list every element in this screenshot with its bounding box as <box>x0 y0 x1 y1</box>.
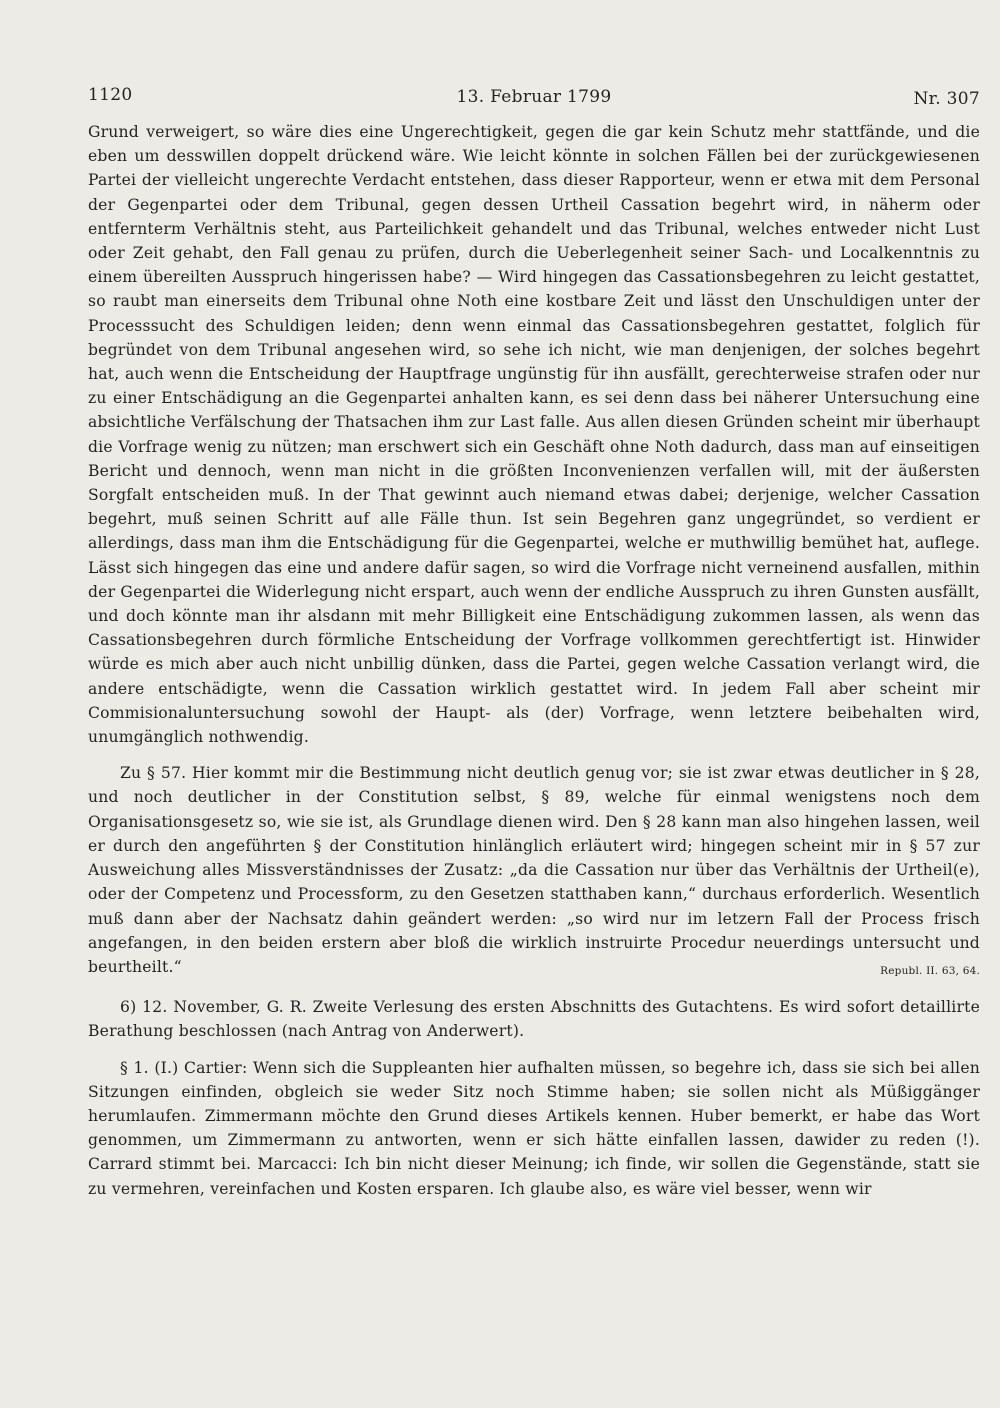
document-number: Nr. 307 <box>913 89 980 109</box>
paragraph-section-57 <box>88 761 980 979</box>
source-reference: Republ. II. 63, 64. <box>880 964 980 977</box>
header-date: 13. Februar 1799 <box>456 87 612 107</box>
paragraph-continuation: Grund verweigert, so wäre dies eine Ungerechtigkeit, gegen die gar kein Schutz mehr stattfände, und die eben um desswillen doppelt drückend wäre. Wie leicht könnte in solchen Fällen bei der zurückgewiesenen Partei der vielleicht ungerechte Verdacht entstehen, dass dieser Rapporteur, wenn er etwa mit dem Personal der Gegenpartei oder dem Tribunal, gegen dessen Urtheil Cassation begehrt wird, in näherm oder entfernterm Verhältnis steht, aus Parteilichkeit gehandelt und das Tribunal, welches entweder nicht Lust oder Zeit gehabt, den Fall genau zu prüfen, durch die Ueberlegenheit seiner Sach- und Localkenntnis zu einem übereilten Ausspruch hingerissen habe? — Wird hingegen das Cassationsbegehren zu leicht gestattet, so raubt man einerseits dem Tribunal ohne Noth eine kostbare Zeit und lässt den Unschuldigen unter der Processsucht des Schuldigen leiden; denn wenn einmal das Cassationsbegehren gestattet, folglich für begründet von dem Tribunal angesehen wird, so sehe ich nicht, wie man denjenigen, der solches begehrt hat, auch wenn die Entscheidung der Hauptfrage ungünstig für ihn ausfällt, gerechterweise strafen oder nur zu einer Entschädigung an die Gegenpartei anhalten kann, es sei denn dass bei näherer Untersuchung eine absichtliche Verfälschung der Thatsachen ihm zur Last falle. Aus allen diesen Gründen scheint mir überhaupt die Vorfrage wenig zu nützen; man erschwert sich ein Geschäft ohne Noth dadurch, dass man auf einseitigen Bericht und dennoch, wenn man nicht in die größten Inconvenienzen verfallen will, mit der äußersten Sorgfalt entscheiden muß. In der That gewinnt auch niemand etwas dabei; derjenige, welcher Cassation begehrt, muß seinen Schritt auf alle Fälle thun. Ist sein Begehren ganz ungegründet, so verdient er allerdings, dass man ihm die Entschädigung für die Gegenpartei, welche er muthwillig bemühet hat, auflege. Lässt sich hingegen das eine und andere dafür sagen, so wird die Vorfrage nicht verneinend ausfallen, mithin der Gegenpartei die Widerlegung nicht erspart, auch wenn der endliche Ausspruch zu ihren Gunsten ausfällt, und doch könnte man ihr alsdann mit mehr Billigkeit eine Entschädigung zukommen lassen, als wenn das Cassationsbegehren durch förmliche Entscheidung der Vorfrage vollkommen gerechtfertigt ist. Hinwider würde es mich aber auch nicht unbillig dünken, dass die Partei, gegen welche Cassation verlangt wird, die andere entschädigte, wenn die Cassation wirklich gestattet wird. In jedem Fall aber scheint mir Commisionaluntersuchung sowohl der Haupt- als (der) Vorfrage, wenn letztere beibehalten wird, unumgänglich nothwendig. <box>88 123 980 747</box>
paragraph-section-1-debate: § 1. (I.) Cartier: Wenn sich die Suppleanten hier aufhalten müssen, so begehre ich, dass sie sich bei allen Sitzungen einfinden, obgleich sie weder Sitz noch Stimme haben; sie sollen nicht als Müßiggänger herumlaufen. Zimmermann möchte den Grund dieses Artikels kennen. Huber bemerkt, er habe das Wort genommen, um Zimmermann zu antworten, wenn er sich hätte einfallen lassen, dawider zu reden (!). Carrard stimmt bei. Marcacci: Ich bin nicht dieser Meinung; ich finde, wir sollen die Gegenstände, statt sie zu vermehren, vereinfachen und Kosten ersparen. Ich glaube also, es wäre viel besser, wenn wir <box>88 1058 980 1198</box>
paragraph-session-entry: 6) 12. November, G. R. Zweite Verlesung des ersten Abschnitts des Gutachtens. Es wird sofort detaillirte Berathung beschlossen (nach Antrag von Anderwert). <box>88 998 980 1041</box>
paragraph-section-57-text: Zu § 57. Hier kommt mir die Bestimmung nicht deutlich genug vor; sie ist zwar etwas deutlicher in § 28, und noch deutlicher in der Constitution selbst, § 89, welche für einmal wenigstens noch dem Organisationsgesetz so, wie sie ist, als Grundlage dienen wird. Den § 28 kann man also hingehen lassen, weil er durch den angeführten § der Constitution hinlänglich erläutert wird; hingegen scheint mir in § 57 zur Ausweichung alles Missverständnisses der Zusatz: „da die Cassation nur über das Verhältnis der Urtheil(e), oder der Competenz und Processform, zu den Gesetzen statthaben kann,“ durchaus erforderlich. Wesentlich muß dann aber der Nachsatz dahin geändert werden: „so wird nur im letzern Fall der Process frisch angefangen, in den beiden erstern aber bloß die wirklich instruirte Procedur neuerdings untersucht und beurtheilt.“ <box>88 764 980 976</box>
page-header <box>88 85 980 115</box>
document-body <box>88 120 980 1201</box>
page-number: 1120 <box>88 85 133 105</box>
